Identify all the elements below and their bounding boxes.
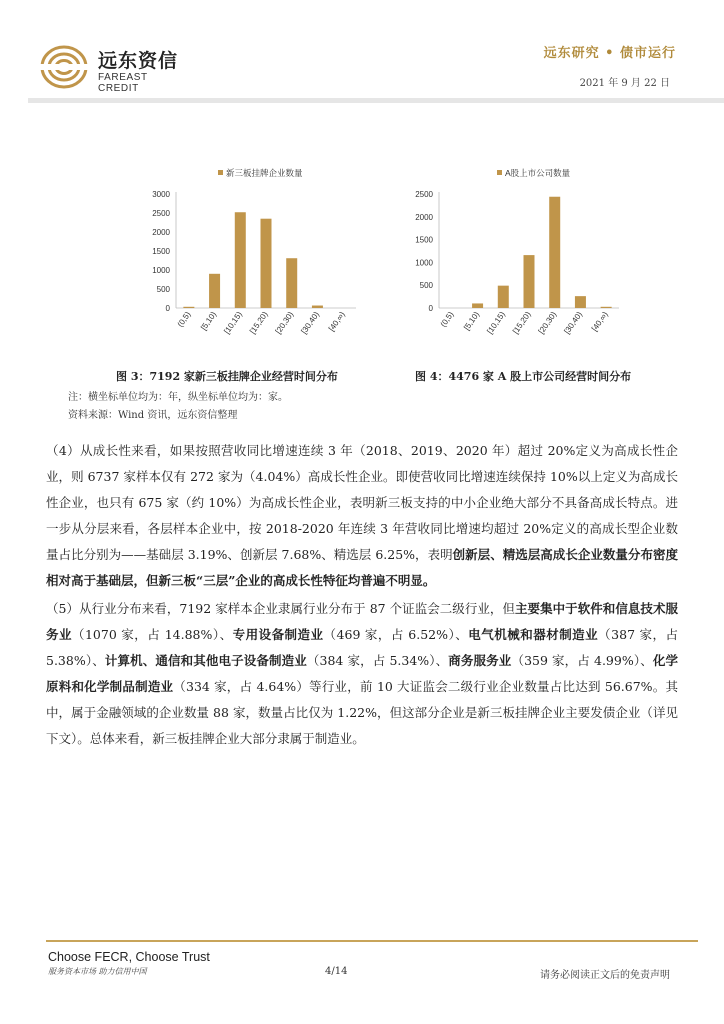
fig4-bar <box>524 255 535 308</box>
fig4-ytick-label: 1500 <box>415 235 433 245</box>
fig3-bar <box>261 219 272 308</box>
industry-text-4: （387 家，占 5.38%）、 <box>46 627 678 668</box>
industry-bold-2: 专用设备制造业 <box>232 627 324 642</box>
report-series-title: 远东研究 • 债市运行 <box>543 46 676 61</box>
fig3-ytick-label: 0 <box>165 304 170 313</box>
logo-chinese-name: 远东资信 <box>98 50 179 72</box>
industry-text-5: （384 家，占 5.34%）、 <box>306 653 449 668</box>
fig3-legend-swatch <box>218 170 223 175</box>
fig3-ytick-label: 2000 <box>152 228 170 237</box>
fig4-legend-swatch <box>497 170 502 175</box>
fig4-ytick-label: 1000 <box>415 258 433 268</box>
fig3-ytick-label: 1500 <box>152 247 170 256</box>
fig3-xtick-label: [10,15) <box>222 309 244 336</box>
industry-text-2: （1070 家，占 14.88%）、 <box>71 627 233 642</box>
fig4-xtick-label: [5,10) <box>462 309 482 332</box>
fig4-bar <box>601 307 612 308</box>
industry-text-6: （359 家，占 4.99%）、 <box>511 653 653 668</box>
fig3-bar <box>312 306 323 308</box>
fig3-bar <box>235 212 246 308</box>
fig4-xtick-label: [10,15) <box>485 309 507 336</box>
fig3-bar <box>183 307 194 308</box>
source-note: 资料来源：Wind 资讯，远东资信整理 <box>68 410 238 421</box>
fig3-xtick-label: [15,20) <box>247 309 270 336</box>
fig3-xtick-label: [5,10) <box>199 309 219 332</box>
fig3-ytick-label: 3000 <box>152 190 170 199</box>
fig4-xtick-label: (0,5) <box>438 309 456 329</box>
industry-bold-1: 主要集中于软件和信息技术服务业 <box>46 601 678 642</box>
industry-bold-3: 电气机械和器材制造业 <box>468 627 599 642</box>
paragraph-growth-text: （4）从成长性来看，如果按照营收同比增速连续 3 年（2018、2019、2020 年）超过 20%定义为高成长性企业，则 6737 家样本仅有 272 家为（4.04%）高成长性企业。即使营收同比增速连续保持 10%以上定义为高成长性企业，也只有 675 家（约 10%）为高成长性企业，表明新三板支持的中小企业绝大部分不具备高成长特点。进一步从分层来看，各层样本企业中，按 2018-2020 年连续 3 年营收同比增速均超过 20%定义的高成长型企业数量占比分别为——基础层 3.19%、创新层 7.68%、精选层 6.25%，表明 <box>46 443 678 562</box>
fig3-xtick-label: [40,∞) <box>326 309 347 333</box>
fig3-bar <box>209 274 220 308</box>
fig3-xtick-label: [20,30) <box>273 309 296 336</box>
axis-unit-note: 注：横坐标单位均为：年，纵坐标单位均为：家。 <box>68 392 288 403</box>
fig4-bar <box>575 296 586 308</box>
fig4-ytick-label: 2000 <box>415 212 433 222</box>
fig3-xtick-label: [30,40) <box>299 309 322 336</box>
footer-subslogan: 服务资本市场 助力信用中国 <box>48 967 147 976</box>
industry-bold-4: 计算机、通信和其他电子设备制造业 <box>104 653 307 668</box>
footer-slogan: Choose FECR, Choose Trust <box>48 950 210 964</box>
fig3-ytick-label: 2500 <box>152 209 170 218</box>
paragraph-industry <box>46 596 678 752</box>
paragraph-growth-conclusion: 创新层、精选层高成长企业数量分布密度相对高于基础层，但新三板“三层”企业的高成长性特征均普遍不明显。 <box>46 547 678 588</box>
fig3-legend-label: 新三板挂牌企业数量 <box>226 168 303 178</box>
report-date: 2021 年 9 月 22 日 <box>579 78 670 89</box>
fig3-xtick-label: (0,5) <box>175 309 193 329</box>
fig4-bar <box>549 197 560 308</box>
fig4-xtick-label: [20,30) <box>536 309 559 336</box>
fig4-ytick-label: 2500 <box>415 190 433 199</box>
page-number: 4/14 <box>325 966 348 977</box>
fig4-ytick-label: 0 <box>428 304 433 313</box>
fig4-bar <box>498 286 509 308</box>
figure-4-caption: 图 4：4476 家 A 股上市公司经营时间分布 <box>415 370 632 383</box>
fig4-legend-label: A股上市公司数量 <box>505 168 571 178</box>
fig3-ytick-label: 1000 <box>152 266 170 275</box>
fig4-xtick-label: [15,20) <box>510 309 533 336</box>
fig3-ytick-label: 500 <box>156 285 170 294</box>
figures-svg <box>0 0 724 400</box>
fig4-xtick-label: [40,∞) <box>589 309 610 333</box>
logo-english-name: FAREAST CREDIT <box>98 72 148 94</box>
industry-bold-5: 商务服务业 <box>448 653 512 668</box>
footer-disclaimer: 请务必阅读正文后的免责声明 <box>540 970 670 981</box>
fig4-xtick-label: [30,40) <box>562 309 585 336</box>
footer-divider <box>46 940 698 942</box>
industry-text-3: （469 家，占 6.52%）、 <box>323 627 469 642</box>
fig4-ytick-label: 500 <box>419 281 433 291</box>
figure-3-caption: 图 3：7192 家新三板挂牌企业经营时间分布 <box>116 370 338 383</box>
industry-text-7: （334 家，占 4.64%）等行业，前 10 大证监会二级行业企业数量占比达到 56.67%。其中，属于金融领域的企业数量 88 家，数量占比仅为 1.22%，但这部分企业是新三板挂牌企业主要发债企业（详见下文）。总体来看，新三板挂牌企业大部分隶属于制造业。 <box>46 679 678 746</box>
fig4-bar <box>472 303 483 308</box>
industry-text-1: （5）从行业分布来看，7192 家样本企业隶属行业分布于 87 个证监会二级行业，但 <box>46 601 516 616</box>
paragraph-growth <box>46 438 678 594</box>
industry-bold-6: 化学原料和化学制品制造业 <box>46 653 678 694</box>
fig3-bar <box>286 258 297 308</box>
